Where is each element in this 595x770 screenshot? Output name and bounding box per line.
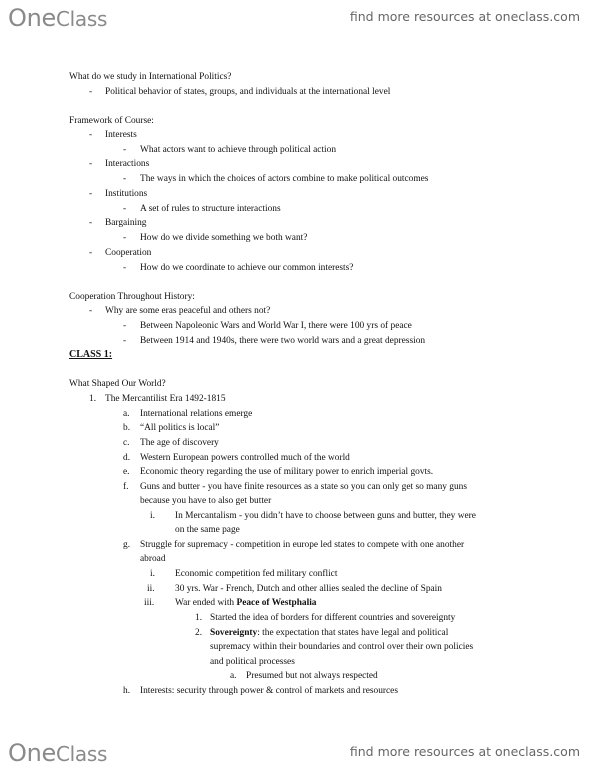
bullet-dash: - (89, 189, 93, 199)
sub-bullet-text: Between 1914 and 1940s, there were two world wars and a great depression (140, 336, 426, 346)
class-heading (69, 349, 112, 361)
logo-prefix: One (8, 739, 56, 767)
list-letter: b. (123, 423, 131, 433)
section-heading: Framework of Course: (69, 116, 154, 126)
list-item-text: 30 yrs. War - French, Dutch and other allies sealed the decline of Spain (175, 584, 442, 594)
section-heading: Cooperation Throughout History: (69, 292, 195, 302)
list-item-text: International relations emerge (140, 409, 253, 419)
list-letter: e. (123, 467, 130, 477)
sub-bullet-dash: - (123, 263, 127, 273)
bullet-text: Political behavior of states, groups, and individuals at the international level (105, 87, 391, 97)
bullet-text: Cooperation (105, 248, 152, 258)
sub-bullet-text: How do we divide something we both want? (140, 233, 308, 243)
list-roman: i. (150, 511, 155, 521)
sub-bullet-text: How do we coordinate to achieve our common interests? (140, 263, 354, 273)
sub-bullet-dash: - (123, 174, 127, 184)
sub-bullet-dash: - (123, 145, 127, 155)
sub-bullet-dash: - (123, 233, 127, 243)
list-item-text: The age of discovery (140, 438, 219, 448)
text-plain: War ended with (175, 598, 237, 608)
promo-link[interactable]: find more resources at oneclass.com (349, 744, 580, 759)
bullet-dash: - (89, 159, 93, 169)
list-item-text (175, 597, 317, 609)
list-item-text: Economic competition fed military conflict (175, 569, 338, 579)
list-number: 2. (195, 628, 203, 638)
list-roman: i. (150, 569, 155, 579)
sub-bullet-dash: - (123, 321, 127, 331)
sub-bullet-text: The ways in which the choices of actors combine to make political outcomes (140, 174, 429, 184)
list-letter: d. (123, 453, 131, 463)
bullet-text: Institutions (105, 189, 148, 199)
list-item-text: Western European powers controlled much of the world (140, 453, 350, 463)
promo-link[interactable]: find more resources at oneclass.com (349, 9, 580, 24)
list-letter: a. (123, 409, 130, 419)
bullet-text: Why are some eras peaceful and others not? (105, 306, 271, 316)
list-item-text: “All politics is local” (140, 423, 220, 433)
sub-bullet-dash: - (123, 204, 127, 214)
list-letter: a. (230, 671, 237, 681)
list-item-text: The Mercantilist Era 1492-1815 (105, 394, 226, 404)
text-bold-term: Sovereignty (210, 628, 258, 638)
bullet-dash: - (89, 248, 93, 258)
list-item-text: Struggle for supremacy - competition in europe led states to compete with one another (140, 540, 465, 550)
list-item-text: Guns and butter - you have finite resources as a state so you can only get so many guns (140, 482, 468, 492)
list-item-text: In Mercantalism - you didn’t have to choose between guns and butter, they were (175, 511, 476, 521)
page-footer (0, 735, 595, 770)
list-letter: h. (123, 686, 131, 696)
list-item-text: Started the idea of borders for different countries and sovereignty (210, 613, 456, 623)
section-heading: What Shaped Our World? (69, 379, 166, 389)
bullet-dash: - (89, 218, 93, 228)
sub-bullet-text: Between Napoleonic Wars and World War I, there were 100 yrs of peace (140, 321, 412, 331)
list-item-text-cont: abroad (140, 554, 166, 564)
list-item-text: Economic theory regarding the use of military power to enrich imperial govts. (140, 467, 434, 477)
list-letter: c. (123, 438, 130, 448)
list-item-text-cont: because you have to also get butter (140, 496, 272, 506)
list-item-text-cont: and political processes (210, 657, 295, 667)
list-letter: f. (123, 482, 129, 492)
list-item-text-cont: on the same page (175, 525, 240, 535)
sub-bullet-dash: - (123, 336, 127, 346)
logo-suffix: Class (55, 742, 108, 766)
oneclass-logo[interactable] (8, 739, 107, 767)
bullet-text: Interactions (105, 159, 150, 169)
list-number: 1. (195, 613, 203, 623)
class-heading-text: CLASS 1: (69, 349, 113, 360)
logo-prefix: One (8, 4, 56, 32)
sub-bullet-text: What actors want to achieve through political action (140, 145, 337, 155)
bullet-dash: - (89, 87, 93, 97)
bullet-dash: - (89, 130, 93, 140)
logo-suffix: Class (55, 7, 108, 31)
bullet-dash: - (89, 306, 93, 316)
bullet-text: Interests (105, 130, 137, 140)
list-item-text-cont: supremacy within their boundaries and control over their own policies (210, 642, 474, 652)
list-roman: ii. (147, 584, 155, 594)
list-item-text: Presumed but not always respected (246, 671, 378, 681)
list-item-text (210, 627, 448, 639)
bullet-text: Bargaining (105, 218, 147, 228)
list-number: 1. (89, 394, 97, 404)
list-letter: g. (123, 540, 131, 550)
text-plain: : the expectation that states have legal and political (257, 628, 449, 638)
list-roman: iii. (144, 598, 155, 608)
sub-bullet-text: A set of rules to structure interactions (140, 204, 281, 214)
question-heading: What do we study in International Politics? (69, 72, 232, 82)
text-bold-term: Peace of Westphalia (236, 598, 317, 608)
list-item-text: Interests: security through power & control of markets and resources (140, 686, 398, 696)
